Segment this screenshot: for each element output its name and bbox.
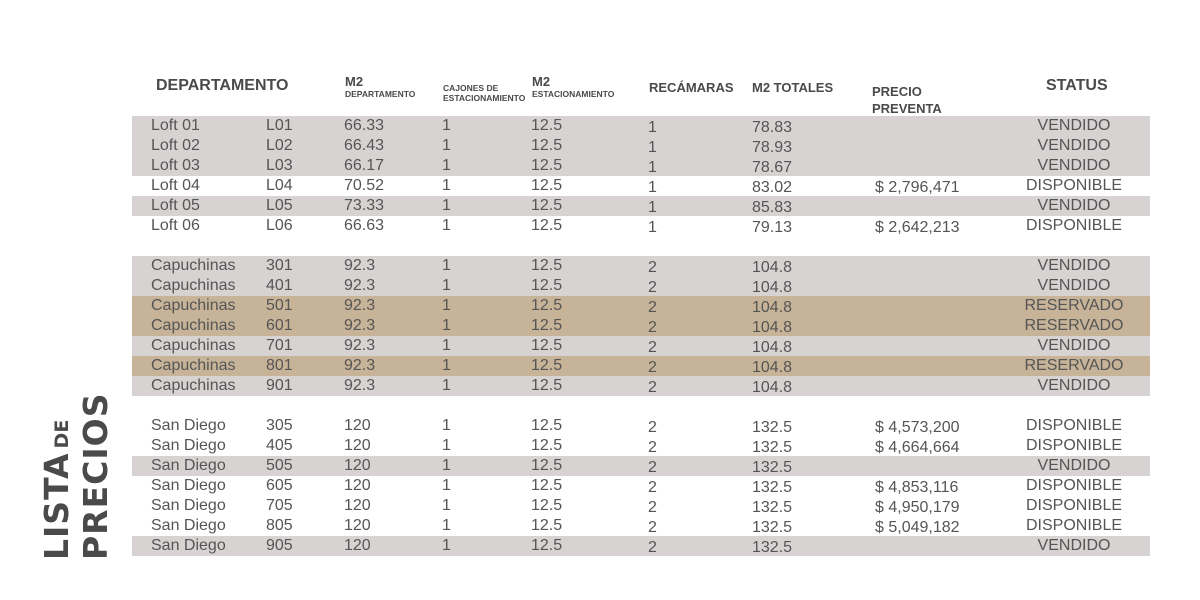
cell-rec: 2 (648, 499, 657, 516)
cell-rec: 1 (648, 199, 657, 216)
cell-price: $ 4,573,200 (875, 419, 960, 436)
cell-rec: 2 (648, 519, 657, 536)
cell-name: San Diego (151, 437, 226, 454)
table-row (132, 456, 1150, 476)
cell-m2e: 12.5 (531, 337, 563, 354)
cell-code: L02 (266, 137, 293, 154)
cell-code: 701 (266, 337, 293, 354)
cell-m2d: 92.3 (344, 357, 376, 374)
cell-code: 405 (266, 437, 293, 454)
table-row (132, 376, 1150, 396)
cell-m2e: 12.5 (531, 477, 563, 494)
cell-m2e: 12.5 (531, 357, 563, 374)
cell-rec: 2 (648, 259, 657, 276)
cell-status: VENDIDO (1037, 257, 1111, 274)
title-lista: LISTA (37, 452, 76, 560)
cell-status: RESERVADO (1024, 317, 1124, 334)
cell-rec: 2 (648, 279, 657, 296)
cell-price: $ 4,950,179 (875, 499, 960, 516)
cell-m2d: 92.3 (344, 297, 376, 314)
cell-m2e: 12.5 (531, 177, 563, 194)
cell-m2d: 92.3 (344, 377, 376, 394)
cell-tot: 104.8 (752, 359, 793, 376)
cell-caj: 1 (442, 357, 451, 374)
cell-name: Capuchinas (151, 257, 236, 274)
header-cajones: CAJONES DE ESTACIONAMIENTO (443, 83, 526, 103)
cell-m2e: 12.5 (531, 437, 563, 454)
cell-m2e: 12.5 (531, 377, 563, 394)
cell-name: San Diego (151, 497, 226, 514)
cell-m2e: 12.5 (531, 197, 563, 214)
cell-status: RESERVADO (1024, 357, 1124, 374)
page-title (37, 380, 115, 560)
cell-m2d: 120 (344, 457, 371, 474)
header-m2-estacionamiento: M2 ESTACIONAMIENTO (532, 74, 615, 99)
cell-m2d: 66.43 (344, 137, 385, 154)
cell-tot: 104.8 (752, 299, 793, 316)
cell-tot: 78.67 (752, 159, 793, 176)
cell-code: L01 (266, 117, 293, 134)
table-row (132, 136, 1150, 156)
cell-name: Capuchinas (151, 377, 236, 394)
cell-m2d: 120 (344, 437, 371, 454)
cell-caj: 1 (442, 317, 451, 334)
table-row (132, 296, 1150, 316)
cell-name: San Diego (151, 477, 226, 494)
cell-m2d: 92.3 (344, 277, 376, 294)
cell-caj: 1 (442, 217, 451, 234)
cell-status: VENDIDO (1037, 137, 1111, 154)
cell-m2d: 92.3 (344, 257, 376, 274)
cell-m2e: 12.5 (531, 497, 563, 514)
cell-tot: 83.02 (752, 179, 793, 196)
table-row (132, 496, 1150, 516)
cell-status: DISPONIBLE (1025, 517, 1123, 534)
cell-tot: 132.5 (752, 519, 793, 536)
cell-name: San Diego (151, 417, 226, 434)
cell-name: Capuchinas (151, 297, 236, 314)
cell-caj: 1 (442, 277, 451, 294)
table-row (132, 336, 1150, 356)
cell-caj: 1 (442, 197, 451, 214)
cell-tot: 132.5 (752, 439, 793, 456)
cell-status: DISPONIBLE (1025, 437, 1123, 454)
cell-code: 505 (266, 457, 293, 474)
cell-name: Loft 05 (151, 197, 200, 214)
cell-caj: 1 (442, 377, 451, 394)
table-row (132, 316, 1150, 336)
cell-caj: 1 (442, 297, 451, 314)
cell-status: VENDIDO (1037, 377, 1111, 394)
row-spacer (132, 236, 1150, 256)
cell-m2d: 120 (344, 537, 371, 554)
cell-m2e: 12.5 (531, 137, 563, 154)
table-row (132, 156, 1150, 176)
cell-name: Loft 01 (151, 117, 200, 134)
cell-rec: 2 (648, 479, 657, 496)
cell-m2e: 12.5 (531, 277, 563, 294)
cell-rec: 1 (648, 179, 657, 196)
title-de: DE (51, 419, 73, 449)
cell-tot: 104.8 (752, 319, 793, 336)
header-recamaras: RECÁMARAS (649, 80, 734, 95)
cell-tot: 132.5 (752, 539, 793, 556)
cell-code: L03 (266, 157, 293, 174)
cell-rec: 2 (648, 339, 657, 356)
header-precio-preventa: PRECIO PREVENTA (872, 84, 942, 116)
cell-tot: 104.8 (752, 379, 793, 396)
cell-name: Loft 04 (151, 177, 200, 194)
cell-m2d: 66.17 (344, 157, 385, 174)
cell-name: Loft 03 (151, 157, 200, 174)
cell-name: San Diego (151, 537, 226, 554)
cell-code: 305 (266, 417, 293, 434)
cell-tot: 132.5 (752, 459, 793, 476)
cell-code: 301 (266, 257, 293, 274)
cell-status: DISPONIBLE (1025, 477, 1123, 494)
cell-m2e: 12.5 (531, 297, 563, 314)
cell-rec: 2 (648, 359, 657, 376)
table-row (132, 436, 1150, 456)
cell-price: $ 2,642,213 (875, 219, 960, 236)
cell-rec: 2 (648, 299, 657, 316)
title-precios: PRECIOS (76, 392, 115, 560)
cell-code: 705 (266, 497, 293, 514)
cell-rec: 2 (648, 379, 657, 396)
cell-m2e: 12.5 (531, 157, 563, 174)
header-m2-departamento: M2 DEPARTAMENTO (345, 74, 416, 99)
cell-status: VENDIDO (1037, 197, 1111, 214)
cell-caj: 1 (442, 337, 451, 354)
cell-rec: 2 (648, 319, 657, 336)
cell-rec: 2 (648, 539, 657, 556)
cell-tot: 104.8 (752, 339, 793, 356)
cell-tot: 104.8 (752, 259, 793, 276)
cell-tot: 132.5 (752, 419, 793, 436)
cell-caj: 1 (442, 517, 451, 534)
row-spacer (132, 396, 1150, 416)
cell-m2d: 120 (344, 477, 371, 494)
cell-rec: 1 (648, 159, 657, 176)
cell-rec: 2 (648, 439, 657, 456)
cell-tot: 132.5 (752, 499, 793, 516)
table-row (132, 476, 1150, 496)
cell-tot: 104.8 (752, 279, 793, 296)
cell-tot: 78.93 (752, 139, 793, 156)
cell-status: VENDIDO (1037, 117, 1111, 134)
cell-caj: 1 (442, 117, 451, 134)
cell-m2d: 120 (344, 517, 371, 534)
table-row (132, 416, 1150, 436)
cell-m2d: 73.33 (344, 197, 385, 214)
cell-status: DISPONIBLE (1025, 497, 1123, 514)
cell-status: VENDIDO (1037, 337, 1111, 354)
cell-status: VENDIDO (1037, 277, 1111, 294)
cell-status: VENDIDO (1037, 157, 1111, 174)
cell-rec: 1 (648, 119, 657, 136)
cell-status: VENDIDO (1037, 537, 1111, 554)
cell-name: Loft 06 (151, 217, 200, 234)
cell-m2d: 120 (344, 497, 371, 514)
cell-code: 601 (266, 317, 293, 334)
cell-code: L06 (266, 217, 293, 234)
table-row (132, 356, 1150, 376)
cell-code: 905 (266, 537, 293, 554)
cell-m2d: 70.52 (344, 177, 385, 194)
cell-m2d: 92.3 (344, 317, 376, 334)
cell-status: DISPONIBLE (1025, 177, 1123, 194)
cell-name: Capuchinas (151, 317, 236, 334)
cell-code: L04 (266, 177, 293, 194)
cell-tot: 132.5 (752, 479, 793, 496)
cell-m2e: 12.5 (531, 517, 563, 534)
cell-m2e: 12.5 (531, 457, 563, 474)
cell-tot: 79.13 (752, 219, 793, 236)
header-status: STATUS (1046, 77, 1108, 94)
table-row (132, 256, 1150, 276)
cell-status: RESERVADO (1024, 297, 1124, 314)
cell-price: $ 2,796,471 (875, 179, 960, 196)
cell-name: Capuchinas (151, 277, 236, 294)
cell-rec: 1 (648, 219, 657, 236)
cell-rec: 2 (648, 459, 657, 476)
cell-m2e: 12.5 (531, 417, 563, 434)
cell-caj: 1 (442, 157, 451, 174)
cell-name: San Diego (151, 457, 226, 474)
cell-m2e: 12.5 (531, 117, 563, 134)
cell-tot: 78.83 (752, 119, 793, 136)
cell-caj: 1 (442, 477, 451, 494)
cell-m2e: 12.5 (531, 257, 563, 274)
cell-code: 401 (266, 277, 293, 294)
cell-code: 805 (266, 517, 293, 534)
table-row (132, 276, 1150, 296)
cell-m2d: 66.63 (344, 217, 385, 234)
cell-caj: 1 (442, 177, 451, 194)
table-row (132, 176, 1150, 196)
cell-rec: 2 (648, 419, 657, 436)
cell-name: Loft 02 (151, 137, 200, 154)
table-row (132, 116, 1150, 136)
cell-price: $ 5,049,182 (875, 519, 960, 536)
table-row (132, 216, 1150, 236)
cell-caj: 1 (442, 457, 451, 474)
cell-status: DISPONIBLE (1025, 217, 1123, 234)
table-row (132, 516, 1150, 536)
cell-caj: 1 (442, 257, 451, 274)
cell-code: 605 (266, 477, 293, 494)
cell-price: $ 4,664,664 (875, 439, 960, 456)
cell-m2d: 92.3 (344, 337, 376, 354)
cell-caj: 1 (442, 437, 451, 454)
cell-m2e: 12.5 (531, 537, 563, 554)
cell-tot: 85.83 (752, 199, 793, 216)
cell-caj: 1 (442, 537, 451, 554)
cell-name: Capuchinas (151, 357, 236, 374)
cell-caj: 1 (442, 137, 451, 154)
cell-rec: 1 (648, 139, 657, 156)
table-row (132, 536, 1150, 556)
cell-m2e: 12.5 (531, 317, 563, 334)
cell-status: VENDIDO (1037, 457, 1111, 474)
cell-caj: 1 (442, 497, 451, 514)
cell-name: Capuchinas (151, 337, 236, 354)
cell-price: $ 4,853,116 (875, 479, 959, 496)
price-table (132, 116, 1150, 556)
header-m2-totales: M2 TOTALES (752, 80, 834, 95)
cell-code: L05 (266, 197, 293, 214)
cell-code: 901 (266, 377, 293, 394)
cell-name: San Diego (151, 517, 226, 534)
cell-m2d: 120 (344, 417, 371, 434)
header-departamento: DEPARTAMENTO (156, 77, 289, 94)
cell-code: 501 (266, 297, 293, 314)
table-row (132, 196, 1150, 216)
cell-code: 801 (266, 357, 293, 374)
cell-m2e: 12.5 (531, 217, 563, 234)
cell-m2d: 66.33 (344, 117, 385, 134)
cell-status: DISPONIBLE (1025, 417, 1123, 434)
cell-caj: 1 (442, 417, 451, 434)
